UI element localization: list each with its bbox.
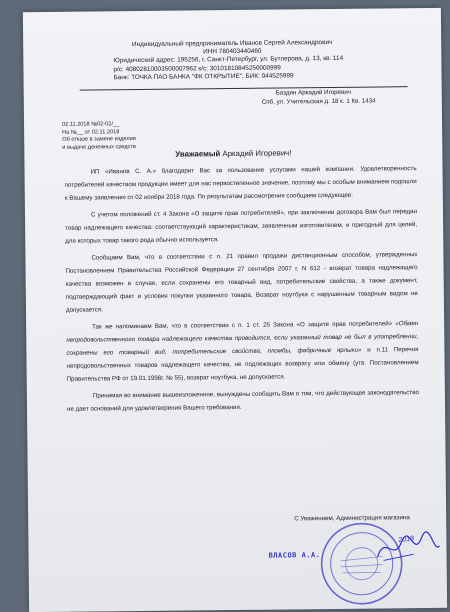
paragraph-4-start: Так же напоминаем Вам, что в соответствии с п. 1 ст. 25 Закона «О защите прав потребителей» [92,320,396,331]
reference-block [62,120,202,152]
paragraph-2: С учетом положений ст. 4 Закона «О защите прав потребителей», при заключении договора Вам был передан товар надлежащего качества: соответствующий характеристикам, заявленным изготовителем, и пригодный для целей, для которых товар такого рода обычно используется. [65,208,418,245]
paragraph-1: ИП «Иванов С. А.» благодарит Вас за пользование услугами нашей компании. Удовлетворенность потребителей качеством продукции имеет для нас первостепенное значение, поэтому мы с особым вниманием подошли к Вашему заявлению от 02 ноября 2018 года. По результатам рассмотрения сообщаем следующее: [64,165,417,202]
reference-number: 02.11.2018 №02-02/__ [62,121,120,128]
paragraph-3: Сообщаем Вам, что в соответствии с п. 21 правил продажи дистанционным способом, утвержденных Постановлением Правительства Российской Федерации 27 сентября 2007 г. N 612 - возврат товара надлежащего качества возможен в случае, если сохранены его товарный вид, потребительские свойства, а также документ, подтверждающий факт и условия покупки указанного товара. Возврат ноутбука с нарушенным товарным видом не допускается. [65,251,418,314]
reference-incoming: На №__ от 02.11.2018 [62,128,120,136]
addressee-block [262,88,442,107]
paragraph-4-end: и п.11 Перечня непродовольственных товаров надлежащего качества, не подлежащих возврату или обмену (утв. Постановлением Правительства РФ от 19.01.1998г. № 55), возврат ноутбука, не допускается. [66,346,419,383]
handwritten-signature [373,528,443,569]
letter-page [23,8,447,612]
paragraph-5: Принимая во внимание вышеизложенное, вынуждены сообщить Вам о том, что действующее законодательство не дает оснований для удовлетворения Вашего требования. [66,389,419,413]
closing-line: С Уважением, Администрация магазина [294,514,410,523]
paragraph-4-quote: «Обмен непродовольственного товара надлежащего качества проводится, если указанный товар не был в употреблении, сохранены его товарный вид, потребительские свойства, пломбы, фабричные ярлыки» [66,320,419,357]
letter-body [64,162,419,420]
letterhead-address: Юридический адрес: 195256, г. Санкт-Петербург, ул. Бутлерова, д. 13, кв. 114 [113,55,344,65]
reference-subject-1: Об отказе в замене изделия [62,136,136,143]
addressee-name: Баздин Аркадий Игоревич [275,88,352,97]
paragraph-4 [66,317,419,386]
greeting-bold: Уважаемый [175,149,221,159]
letterhead-accounts: р/с: 40802810003500007962 к/с: 30101810845250000999 [113,64,281,73]
addressee-address: Спб, ул. Учительская д. 18 к. 1 Кв. 1434 [261,97,376,106]
letterhead [23,38,441,83]
letterhead-bank: Банк: ТОЧКА ПАО БАНКА "ФК ОТКРЫТИЕ", БИК: 044525999 [113,72,294,82]
reference-subject-2: и выдаче денежных средств [62,143,137,151]
handwritten-date: 2018 [398,535,415,545]
signer-stamp-name: ВЛАСОВ А.А. [268,551,321,560]
greeting-name: Аркадий Игоревич! [220,148,292,159]
letterhead-inn: ИНН 780403440460 [203,47,262,56]
letterhead-entrepreneur: Индивидуальный предприниматель Иванов Сергей Александрович [131,38,333,49]
